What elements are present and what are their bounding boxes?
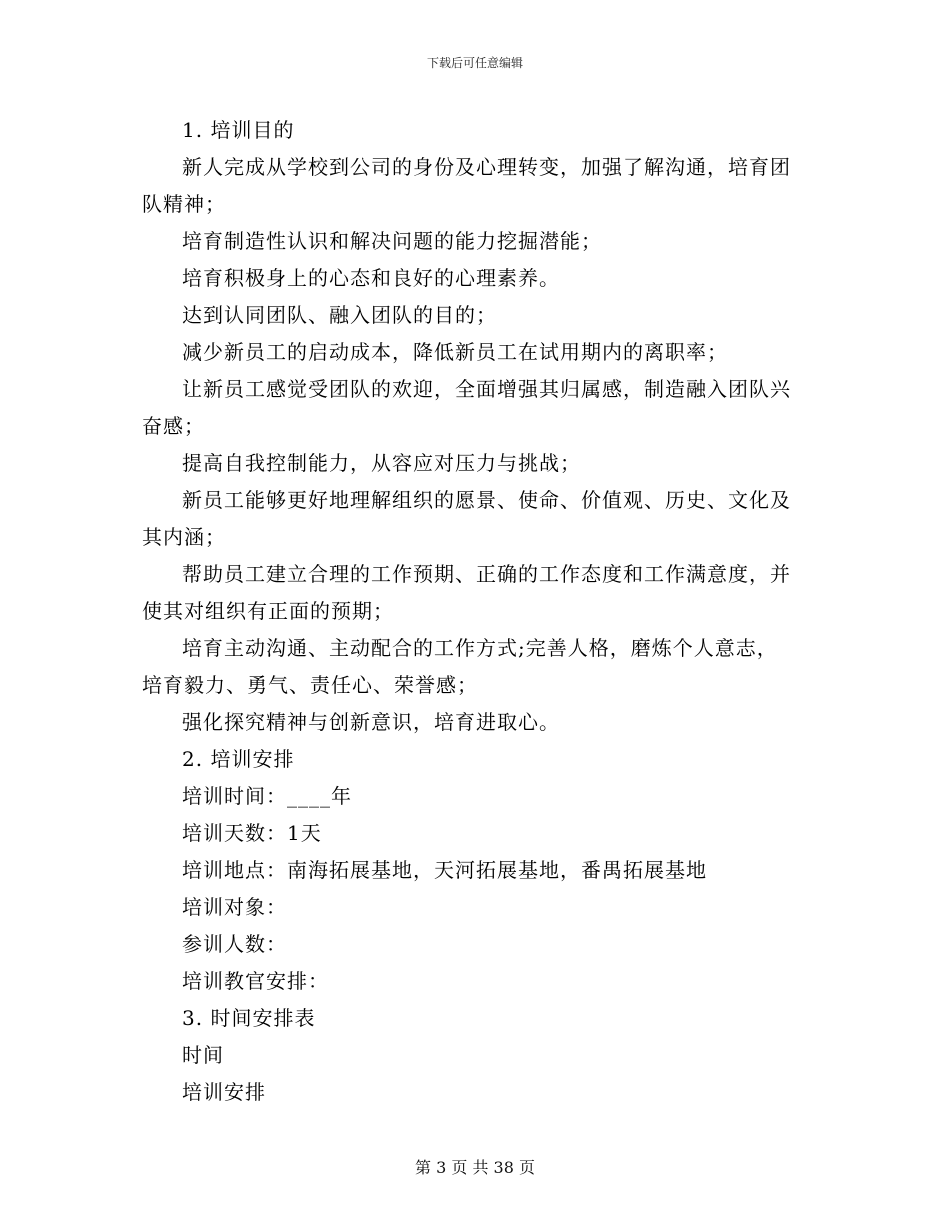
paragraph: 培育积极身上的心态和良好的心理素养。	[182, 266, 560, 290]
instructor-arrangement: 培训教官安排：	[182, 969, 329, 993]
paragraph: 提高自我控制能力，从容应对压力与挑战；	[182, 451, 581, 475]
paragraph: 强化探究精神与创新意识，培育进取心。	[182, 710, 560, 734]
paragraph: 培育制造性认识和解决问题的能力挖掘潜能；	[182, 229, 602, 253]
schedule-column-arrangement: 培训安排	[182, 1080, 266, 1104]
training-target: 培训对象：	[182, 895, 287, 919]
section-heading-2: 2. 培训安排	[182, 747, 295, 771]
page-header: 下载后可任意编辑	[426, 56, 523, 70]
paragraph: 新人完成从学校到公司的身份及心理转变，加强了解沟通，培育团队精神；	[142, 155, 791, 216]
training-time: 培训时间：____年	[182, 784, 352, 808]
document-body	[142, 112, 798, 1111]
paragraph: 培育主动沟通、主动配合的工作方式;完善人格，磨炼个人意志，培育毅力、勇气、责任心、荣誉感；	[142, 636, 778, 697]
paragraph: 让新员工感觉受团队的欢迎，全面增强其归属感，制造融入团队兴奋感；	[142, 377, 791, 438]
paragraph: 达到认同团队、融入团队的目的；	[182, 303, 497, 327]
schedule-column-time: 时间	[182, 1043, 224, 1067]
page-footer: 第 3 页 共 38 页	[415, 1158, 535, 1177]
training-days: 培训天数：1天	[182, 821, 322, 845]
participant-count: 参训人数：	[182, 932, 287, 956]
paragraph: 帮助员工建立合理的工作预期、正确的工作态度和工作满意度，并使其对组织有正面的预期；	[142, 562, 791, 623]
section-heading-3: 3. 时间安排表	[182, 1006, 316, 1030]
training-location: 培训地点：南海拓展基地，天河拓展基地，番禺拓展基地	[182, 858, 707, 882]
section-heading-1: 1. 培训目的	[182, 118, 295, 142]
paragraph: 减少新员工的启动成本，降低新员工在试用期内的离职率；	[182, 340, 728, 364]
paragraph: 新员工能够更好地理解组织的愿景、使命、价值观、历史、文化及其内涵；	[142, 488, 791, 549]
